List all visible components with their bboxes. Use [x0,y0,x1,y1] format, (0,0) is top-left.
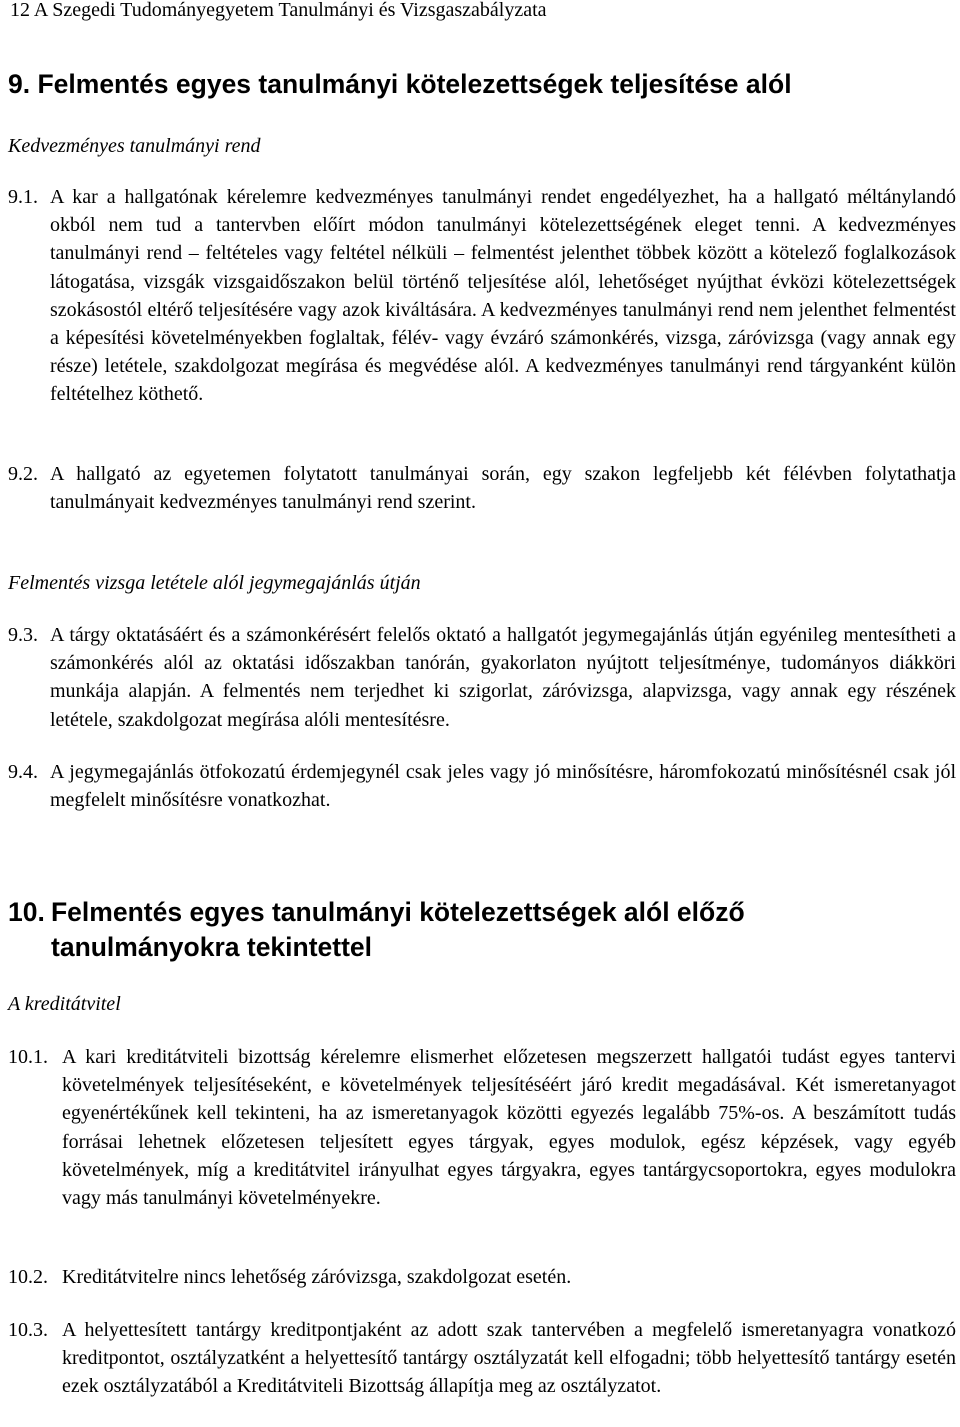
paragraph-text: A kar a hallgatónak kérelemre kedvezményes tanulmányi rendet engedélyezhet, ha a hallgató méltánylandó okból nem tud a tantervben előírt módon tanulmányi kötelezettségének eleget tenni. A kedvezményes tanulmányi rend – feltételes vagy feltétel nélküli – felmentést jelenthet többek között a kötelező foglalkozások látogatása, vizsgák vizsgaidőszakon belül történő teljesítése alól, lehetőséget nyújthat évközi kötelezettségek szokásostól eltérő teljesítésére vagy azok kiváltására. A kedvezményes tanulmányi rend nem jelenthet felmentést a képesítési követelményekben foglaltak, félév- vagy évzáró számonkérés, vizsga, záróvizsga (vagy annak egy része) letétele, szakdolgozat megírása és megvédése alól. A kedvezményes tanulmányi rend tárgyanként külön feltételhez köthető. [50,186,956,406]
section-10-subtitle: A kreditátvitel [8,993,121,1015]
paragraph-number: 9.1. [8,186,38,208]
paragraph-number: 9.4. [8,761,38,783]
paragraph-9-2 [8,460,956,516]
paragraph-10-2 [8,1263,956,1291]
paragraph-text: A hallgató az egyetemen folytatott tanulmányai során, egy szakon legfeljebb két félévben folytathatja tanulmányait kedvezményes tanulmányi rend szerint. [50,463,956,514]
section-10-title [8,895,948,965]
paragraph-text: A tárgy oktatásáért és a számonkérésért felelős oktató a hallgatót jegymegajánlás útján egyénileg mentesítheti a számonkérés alól az oktatási időszakban tanórán, gyakorlaton nyújtott teljesítménye, tudományos diákköri munkája alapján. A felmentés nem terjedhet ki szigorlat, záróvizsga, alapvizsga, vagy annak egy részének letétele, szakdolgozat megírása alóli mentesítésre. [50,624,956,731]
paragraph-10-3 [8,1316,956,1401]
section-9-title: 9. Felmentés egyes tanulmányi kötelezettségek teljesítése alól [8,69,792,99]
paragraph-9-4 [8,758,956,814]
section-10-title-line1: Felmentés egyes tanulmányi kötelezettségek alól előző [51,897,745,927]
paragraph-number: 10.1. [8,1046,48,1068]
section-10-number: 10. [8,897,45,927]
paragraph-text: A kari kreditátviteli bizottság kérelemre elismerhet előzetesen megszerzett hallgatói tudást egyes tantervi követelmények teljesítéseként, e követelmények teljesítéséért járó kredit megadásával. Két ismeretanyagot egyenértékűnek kell tekinteni, ha az ismeretanyagok közötti egyezés legalább 75%-os. A beszámított tudás forrásai lehetnek előzetesen teljesített egyes tárgyak, egyes modulok, egész képzések, vagy egyéb követelmények, míg a kreditátvitel irányulhat egyes tárgyakra, egyes tantárgycsoportokra, egyes modulokra vagy más tanulmányi követelményekre. [62,1046,956,1210]
paragraph-number: 9.3. [8,624,38,646]
section-10-title-line2: tanulmányokra tekintettel [51,932,373,962]
paragraph-number: 10.2. [8,1266,48,1288]
paragraph-number: 9.2. [8,463,38,485]
paragraph-text: Kreditátvitelre nincs lehetőség záróvizsga, szakdolgozat esetén. [62,1266,572,1288]
paragraph-number: 10.3. [8,1319,48,1341]
page-header: 12 A Szegedi Tudományegyetem Tanulmányi és Vizsgaszabályzata [10,0,547,21]
paragraph-text: A jegymegajánlás ötfokozatú érdemjegynél csak jeles vagy jó minősítésre, háromfokozatú minősítésnél csak jól megfelelt minősítésre vonatkozhat. [50,761,956,812]
paragraph-9-1 [8,183,956,409]
paragraph-10-1 [8,1043,956,1212]
section-9-subtitle-jegymegajanlas: Felmentés vizsga letétele alól jegymegajánlás útján [8,572,421,594]
paragraph-text: A helyettesített tantárgy kreditpontjaként az adott szak tantervében a megfelelő ismeretanyagra vonatkozó kreditpontot, osztályzatként a helyettesítő tantárgy osztályzatát kell elfogadni; több helyettesítő tantárgy esetén ezek osztályzatából a Kreditátviteli Bizottság állapítja meg az osztályzatot. [62,1319,956,1398]
paragraph-9-3 [8,621,956,734]
section-9-subtitle-kedvezmenyes: Kedvezményes tanulmányi rend [8,135,261,157]
